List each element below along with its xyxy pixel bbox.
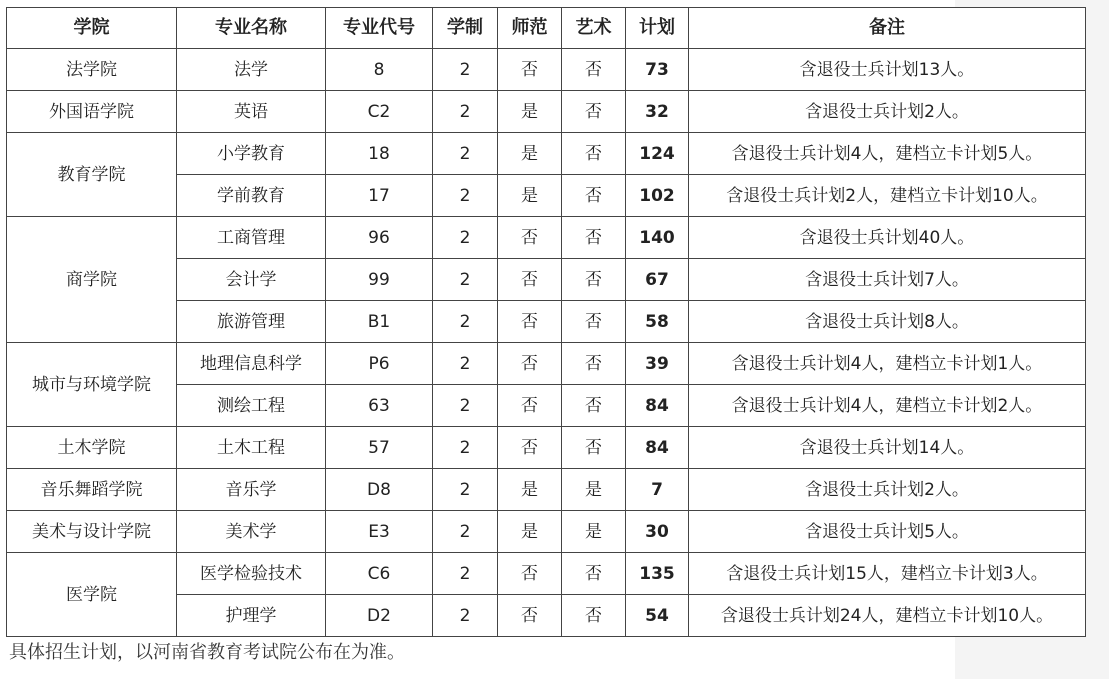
header-major: 专业名称 (177, 8, 326, 49)
header-art: 艺术 (562, 8, 626, 49)
header-code: 专业代号 (326, 8, 433, 49)
college-cell: 法学院 (7, 49, 177, 91)
code-cell: 18 (326, 133, 433, 175)
college-cell: 外国语学院 (7, 91, 177, 133)
duration-cell: 2 (433, 553, 498, 595)
major-cell: 土木工程 (177, 427, 326, 469)
plan-cell: 102 (626, 175, 689, 217)
plan-cell: 135 (626, 553, 689, 595)
enrollment-plan-table (6, 7, 1086, 637)
plan-cell: 7 (626, 469, 689, 511)
major-cell: 测绘工程 (177, 385, 326, 427)
remark-cell: 含退役士兵计划2人，建档立卡计划10人。 (689, 175, 1086, 217)
plan-cell: 54 (626, 595, 689, 637)
major-cell: 旅游管理 (177, 301, 326, 343)
duration-cell: 2 (433, 49, 498, 91)
code-cell: C6 (326, 553, 433, 595)
header-college: 学院 (7, 8, 177, 49)
art-cell: 否 (562, 427, 626, 469)
table-row (7, 469, 1086, 511)
plan-cell: 39 (626, 343, 689, 385)
art-cell: 是 (562, 511, 626, 553)
art-cell: 否 (562, 385, 626, 427)
table-header-row (7, 8, 1086, 49)
normal-cell: 否 (498, 259, 562, 301)
duration-cell: 2 (433, 343, 498, 385)
duration-cell: 2 (433, 469, 498, 511)
remark-cell: 含退役士兵计划13人。 (689, 49, 1086, 91)
duration-cell: 2 (433, 91, 498, 133)
header-plan: 计划 (626, 8, 689, 49)
code-cell: P6 (326, 343, 433, 385)
code-cell: C2 (326, 91, 433, 133)
table-row (7, 511, 1086, 553)
normal-cell: 是 (498, 133, 562, 175)
plan-cell: 84 (626, 385, 689, 427)
plan-cell: 84 (626, 427, 689, 469)
normal-cell: 是 (498, 91, 562, 133)
code-cell: E3 (326, 511, 433, 553)
remark-cell: 含退役士兵计划4人，建档立卡计划5人。 (689, 133, 1086, 175)
art-cell: 否 (562, 133, 626, 175)
remark-cell: 含退役士兵计划4人，建档立卡计划2人。 (689, 385, 1086, 427)
plan-cell: 58 (626, 301, 689, 343)
normal-cell: 否 (498, 595, 562, 637)
table-row (7, 427, 1086, 469)
duration-cell: 2 (433, 259, 498, 301)
normal-cell: 否 (498, 49, 562, 91)
college-cell: 教育学院 (7, 133, 177, 217)
college-cell: 美术与设计学院 (7, 511, 177, 553)
college-cell: 土木学院 (7, 427, 177, 469)
code-cell: 57 (326, 427, 433, 469)
header-duration: 学制 (433, 8, 498, 49)
major-cell: 小学教育 (177, 133, 326, 175)
remark-cell: 含退役士兵计划8人。 (689, 301, 1086, 343)
normal-cell: 否 (498, 553, 562, 595)
footnote: 具体招生计划，以河南省教育考试院公布在为准。 (9, 642, 405, 663)
plan-cell: 140 (626, 217, 689, 259)
major-cell: 英语 (177, 91, 326, 133)
normal-cell: 是 (498, 469, 562, 511)
code-cell: D2 (326, 595, 433, 637)
duration-cell: 2 (433, 595, 498, 637)
college-cell: 商学院 (7, 217, 177, 343)
art-cell: 否 (562, 343, 626, 385)
major-cell: 学前教育 (177, 175, 326, 217)
remark-cell: 含退役士兵计划5人。 (689, 511, 1086, 553)
art-cell: 是 (562, 469, 626, 511)
remark-cell: 含退役士兵计划24人，建档立卡计划10人。 (689, 595, 1086, 637)
duration-cell: 2 (433, 175, 498, 217)
plan-cell: 73 (626, 49, 689, 91)
plan-cell: 67 (626, 259, 689, 301)
college-cell: 城市与环境学院 (7, 343, 177, 427)
college-cell: 音乐舞蹈学院 (7, 469, 177, 511)
art-cell: 否 (562, 553, 626, 595)
normal-cell: 否 (498, 217, 562, 259)
duration-cell: 2 (433, 301, 498, 343)
code-cell: B1 (326, 301, 433, 343)
major-cell: 医学检验技术 (177, 553, 326, 595)
art-cell: 否 (562, 259, 626, 301)
duration-cell: 2 (433, 133, 498, 175)
normal-cell: 是 (498, 511, 562, 553)
normal-cell: 是 (498, 175, 562, 217)
plan-cell: 124 (626, 133, 689, 175)
table-row (7, 343, 1086, 385)
table-body (7, 49, 1086, 637)
normal-cell: 否 (498, 385, 562, 427)
normal-cell: 否 (498, 427, 562, 469)
art-cell: 否 (562, 175, 626, 217)
art-cell: 否 (562, 217, 626, 259)
code-cell: D8 (326, 469, 433, 511)
art-cell: 否 (562, 49, 626, 91)
normal-cell: 否 (498, 343, 562, 385)
remark-cell: 含退役士兵计划2人。 (689, 469, 1086, 511)
duration-cell: 2 (433, 385, 498, 427)
major-cell: 美术学 (177, 511, 326, 553)
major-cell: 护理学 (177, 595, 326, 637)
code-cell: 8 (326, 49, 433, 91)
table-row (7, 217, 1086, 259)
code-cell: 96 (326, 217, 433, 259)
code-cell: 17 (326, 175, 433, 217)
remark-cell: 含退役士兵计划15人，建档立卡计划3人。 (689, 553, 1086, 595)
code-cell: 99 (326, 259, 433, 301)
duration-cell: 2 (433, 511, 498, 553)
table-row (7, 91, 1086, 133)
major-cell: 会计学 (177, 259, 326, 301)
table-row (7, 133, 1086, 175)
art-cell: 否 (562, 91, 626, 133)
remark-cell: 含退役士兵计划2人。 (689, 91, 1086, 133)
art-cell: 否 (562, 301, 626, 343)
header-normal: 师范 (498, 8, 562, 49)
normal-cell: 否 (498, 301, 562, 343)
major-cell: 地理信息科学 (177, 343, 326, 385)
major-cell: 法学 (177, 49, 326, 91)
duration-cell: 2 (433, 217, 498, 259)
major-cell: 音乐学 (177, 469, 326, 511)
table-row (7, 49, 1086, 91)
header-remark: 备注 (689, 8, 1086, 49)
code-cell: 63 (326, 385, 433, 427)
plan-cell: 32 (626, 91, 689, 133)
remark-cell: 含退役士兵计划7人。 (689, 259, 1086, 301)
remark-cell: 含退役士兵计划40人。 (689, 217, 1086, 259)
table-row (7, 553, 1086, 595)
remark-cell: 含退役士兵计划4人，建档立卡计划1人。 (689, 343, 1086, 385)
college-cell: 医学院 (7, 553, 177, 637)
remark-cell: 含退役士兵计划14人。 (689, 427, 1086, 469)
art-cell: 否 (562, 595, 626, 637)
plan-cell: 30 (626, 511, 689, 553)
major-cell: 工商管理 (177, 217, 326, 259)
duration-cell: 2 (433, 427, 498, 469)
